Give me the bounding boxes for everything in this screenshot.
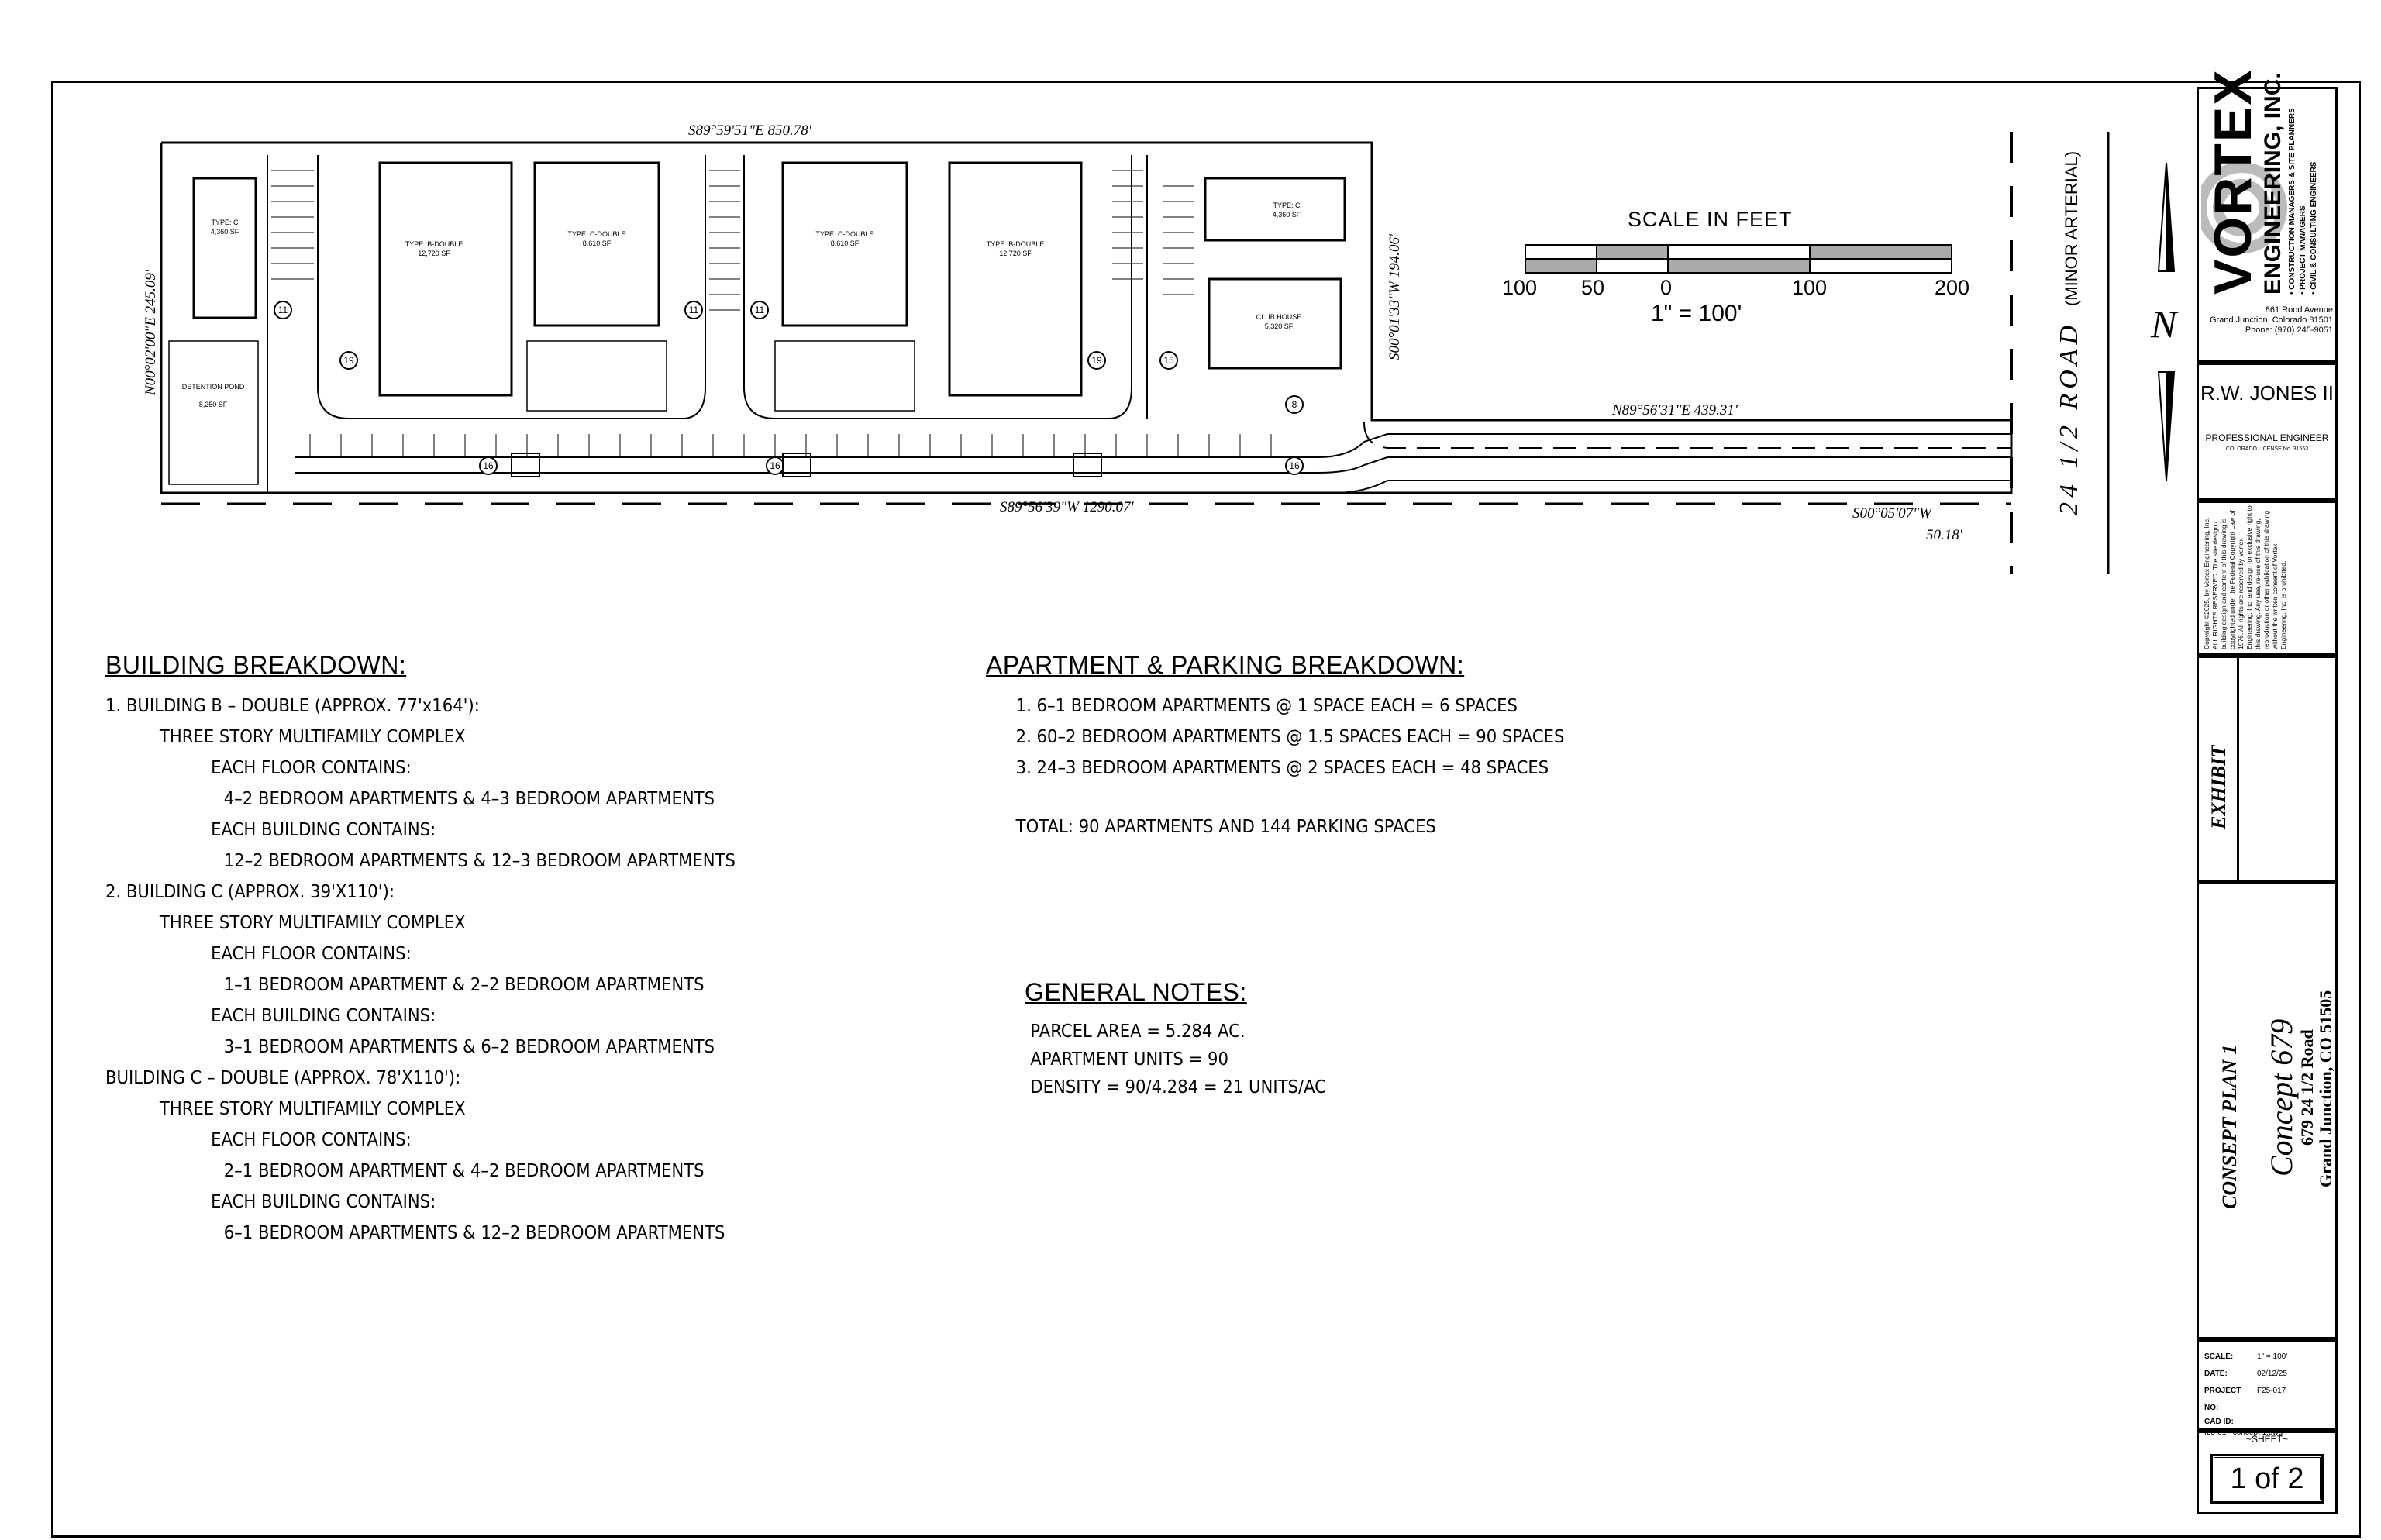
parking-count: 16 <box>770 460 780 471</box>
building-area-4: 8,610 SF <box>830 239 860 247</box>
plan-title: CONSEPT PLAN 1 <box>2218 1044 2241 1209</box>
company-service: • CONSTRUCTION MANAGERS & SITE PLANNERS <box>2288 108 2297 295</box>
pond-area: 8,250 SF <box>198 401 228 408</box>
building-area-1: 4,360 SF <box>210 228 239 236</box>
note-line: 2–1 BEDROOM APARTMENT & 4–2 BEDROOM APARTMENTS <box>223 1161 705 1181</box>
scale-tick: 200 <box>1935 276 1970 299</box>
company-name: VORTEX <box>2204 68 2262 295</box>
building-breakdown-heading: BUILDING BREAKDOWN: <box>105 651 407 679</box>
project-city: Grand Junction, CO 51505 <box>2316 990 2335 1187</box>
note-line: 6–1 BEDROOM APARTMENTS & 12–2 BEDROOM APARTMENTS <box>223 1223 725 1243</box>
info-label: SCALE: <box>2204 1352 2234 1361</box>
general-notes <box>1025 978 1352 1101</box>
building-type-2: TYPE: B-DOUBLE <box>405 240 463 248</box>
scale-tick: 0 <box>1660 276 1673 299</box>
note-line: 3. 24–3 BEDROOM APARTMENTS @ 2 SPACES EACH = 48 SPACES <box>1015 758 1549 778</box>
company-subtitle: ENGINEERING, INC. <box>2260 72 2286 295</box>
building-area-5: 12,720 SF <box>999 250 1032 257</box>
parking-count: 11 <box>754 305 765 315</box>
parking-count: 16 <box>483 460 494 471</box>
sheet-caption: ~SHEET~ <box>2245 1434 2289 1445</box>
engineer-title: PROFESSIONAL ENGINEER <box>2205 432 2329 443</box>
building-area-2: 12,720 SF <box>418 250 450 257</box>
building-area-7: 5,320 SF <box>1264 322 1294 330</box>
info-value: 1" = 100' <box>2257 1352 2288 1361</box>
info-value: F25-017 <box>2257 1387 2286 1395</box>
exhibit-label: EXHIBIT <box>2207 745 2230 829</box>
note-line: APARTMENT UNITS = 90 <box>1030 1049 1228 1070</box>
building-type-6: TYPE: C <box>1273 202 1301 209</box>
engineer-license: COLORADO LICENSE No. 31553 <box>2225 446 2309 452</box>
parking-count: 11 <box>688 305 699 315</box>
parking-count: 16 <box>1289 460 1300 471</box>
note-line: BUILDING C – DOUBLE (APPROX. 78'X110'): <box>105 1068 461 1088</box>
road-boundary-label: N89°56'31"E 439.31' <box>1612 402 1738 419</box>
parking-count: 19 <box>1091 355 1102 366</box>
road-name: 24 1/2 ROAD <box>2055 320 2083 515</box>
building-area-6: 4,360 SF <box>1272 211 1301 219</box>
note-line: 2. 60–2 BEDROOM APARTMENTS @ 1.5 SPACES EACH = 90 SPACES <box>1015 727 1565 747</box>
scale-tick: 100 <box>1502 276 1538 299</box>
scale-bar <box>1525 245 1952 273</box>
building-type-3: TYPE: C-DOUBLE <box>567 230 626 238</box>
scale-ratio: 1" = 100' <box>1651 301 1742 326</box>
note-line: 2. BUILDING C (APPROX. 39'X110'): <box>105 882 395 902</box>
project-address: 679 24 1/2 Road <box>2297 1029 2317 1146</box>
note-line: 3–1 BEDROOM APARTMENTS & 6–2 BEDROOM APARTMENTS <box>223 1037 715 1057</box>
building-breakdown <box>105 651 791 1249</box>
note-line: PARCEL AREA = 5.284 AC. <box>1030 1021 1246 1042</box>
phone: Phone: (970) 245-9051 <box>2245 326 2333 335</box>
building-type-4: TYPE: C-DOUBLE <box>815 230 874 238</box>
sheet-number: 1 of 2 <box>2214 1457 2321 1500</box>
road-class: (MINOR ARTERIAL) <box>2062 150 2081 306</box>
north-arrow-icon <box>2150 163 2179 481</box>
copyright-notice: Copyright ©2025, by Vortex Engineering, Inc. ALL RIGHTS RESERVED. The site design / building design and content of this drawing is copyrighted under the Federal Copyright Law of 1976. All rights are reserved by Vortex Engineering, Inc. and design for exclusive right to this drawing. Any use, re-use of this drawing, reproduction or other publication of this drawing without the written consent of Vortex Engineering, Inc. is prohibited. <box>2203 505 2287 649</box>
building-type-5: TYPE: B-DOUBLE <box>986 240 1045 248</box>
parking-count: 19 <box>343 355 354 366</box>
note-line: EACH FLOOR CONTAINS: <box>211 1130 412 1150</box>
east-boundary-label: S00°01'33"W 194.06' <box>1387 233 1403 360</box>
note-line: EACH BUILDING CONTAINS: <box>211 820 436 840</box>
info-value: 02/12/25 <box>2257 1369 2287 1378</box>
parking-count: 11 <box>277 305 288 315</box>
address-line: Grand Junction, Colorado 81501 <box>2210 315 2333 325</box>
note-line: EACH BUILDING CONTAINS: <box>211 1192 436 1212</box>
info-table <box>2204 1349 2331 1438</box>
cad-file: f25-017 concept 1.dwg <box>2204 1428 2283 1437</box>
apartment-parking-breakdown <box>986 651 1614 842</box>
scale-tick: 100 <box>1792 276 1828 299</box>
info-label: PROJECT NO: <box>2204 1387 2241 1412</box>
note-line: EACH FLOOR CONTAINS: <box>211 944 412 964</box>
info-label: DATE: <box>2204 1369 2228 1378</box>
note-line: THREE STORY MULTIFAMILY COMPLEX <box>159 913 466 933</box>
company-service: • PROJECT MANAGERS <box>2299 205 2307 295</box>
address-line: 861 Rood Avenue <box>2265 305 2333 315</box>
note-line: EACH BUILDING CONTAINS: <box>211 1006 436 1026</box>
engineer-name: R.W. JONES II <box>2200 381 2334 405</box>
note-line: 4–2 BEDROOM APARTMENTS & 4–3 BEDROOM APARTMENTS <box>223 789 715 809</box>
building-area-3: 8,610 SF <box>582 239 612 247</box>
parking-total: TOTAL: 90 APARTMENTS AND 144 PARKING SPACES <box>1015 817 1436 837</box>
corner-bearing-label: S00°05'07"W <box>1852 505 1931 522</box>
north-boundary-label: S89°59'51"E 850.78' <box>688 122 811 139</box>
company-service: • CIVIL & CONSULTING ENGINEERS <box>2310 161 2318 295</box>
note-line: 12–2 BEDROOM APARTMENTS & 12–3 BEDROOM APARTMENTS <box>223 851 736 871</box>
parking-count: 8 <box>1291 399 1297 410</box>
parking-count: 15 <box>1163 355 1174 366</box>
info-label: CAD ID: <box>2204 1418 2234 1426</box>
south-boundary-label: S89°56'39"W 1290.07' <box>1000 499 1134 515</box>
apartment-parking-heading: APARTMENT & PARKING BREAKDOWN: <box>986 651 1465 679</box>
scale-tick: 50 <box>1581 276 1605 299</box>
note-line: THREE STORY MULTIFAMILY COMPLEX <box>159 1099 466 1119</box>
project-name: Concept 679 <box>2264 1018 2299 1177</box>
corner-distance-label: 50.18' <box>1926 527 1962 543</box>
note-line: EACH FLOOR CONTAINS: <box>211 758 412 778</box>
scale-title: SCALE IN FEET <box>1628 208 1793 231</box>
building-type-7: CLUB HOUSE <box>1256 313 1302 321</box>
west-boundary-label: N00°02'00"E 245.09' <box>143 270 159 395</box>
general-notes-heading: GENERAL NOTES: <box>1025 978 1247 1006</box>
note-line: THREE STORY MULTIFAMILY COMPLEX <box>159 727 466 747</box>
note-line: 1–1 BEDROOM APARTMENT & 2–2 BEDROOM APARTMENTS <box>223 975 705 995</box>
note-line: 1. BUILDING B – DOUBLE (APPROX. 77'x164'): <box>105 696 480 716</box>
svg-text:N: N <box>2151 302 2177 346</box>
company-address <box>2201 305 2333 336</box>
note-line: 1. 6–1 BEDROOM APARTMENTS @ 1 SPACE EACH = 6 SPACES <box>1015 696 1518 716</box>
note-line: DENSITY = 90/4.284 = 21 UNITS/AC <box>1030 1077 1326 1097</box>
pond-label: DETENTION POND <box>181 383 245 391</box>
building-type-1: TYPE: C <box>211 219 239 226</box>
